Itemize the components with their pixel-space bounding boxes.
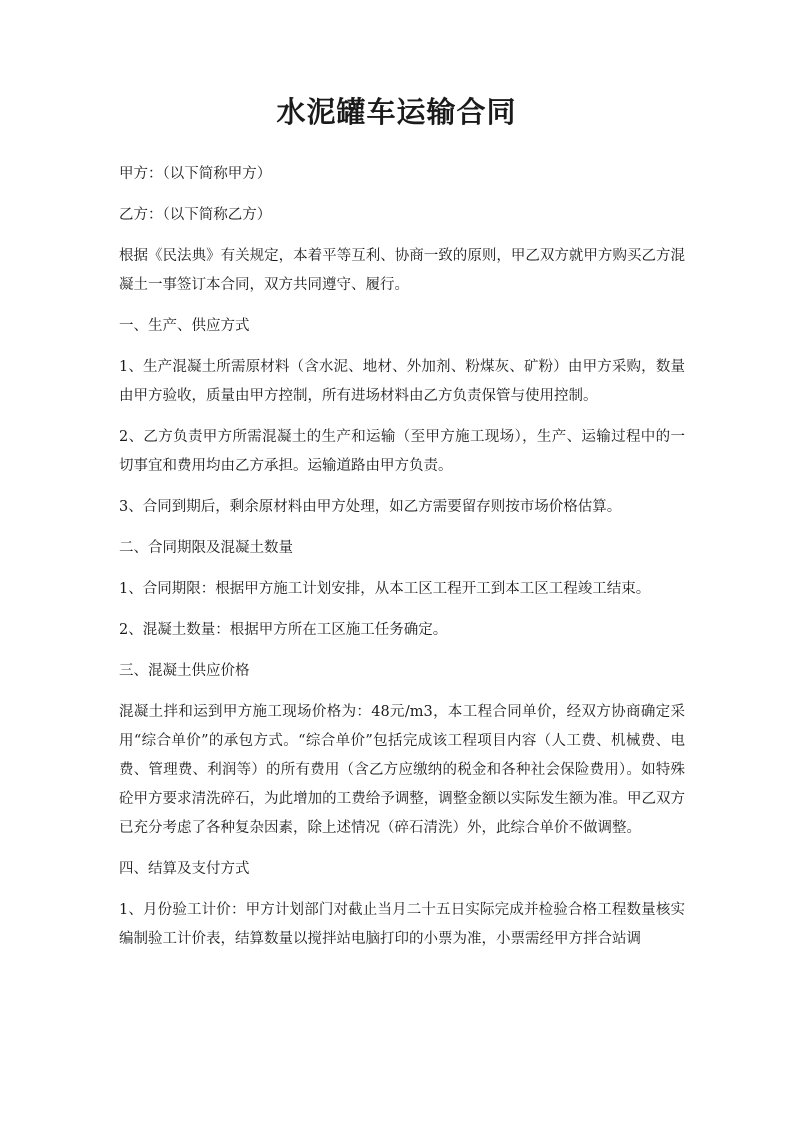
clause-1-2: 2、乙方负责甲方所需混凝土的生产和运输（至甲方施工现场），生产、运输过程中的一切事宜和费用均由乙方承担。运输道路由甲方负责。 <box>119 429 685 474</box>
clause-2-2: 2、混凝土数量：根据甲方所在工区施工任务确定。 <box>119 622 448 638</box>
clause-4-1: 1、月份验工计价：甲方计划部门对截止当月二十五日实际完成并检验合格工程数量核实编制验工计价表，结算数量以搅拌站电脑打印的小票为准，小票需经甲方拌合站调 <box>119 902 685 947</box>
section-heading-3: 三、混凝土供应价格 <box>119 663 250 679</box>
section-heading-4: 四、结算及支付方式 <box>119 861 250 877</box>
party-b-line: 乙方：（以下简称乙方） <box>119 207 272 223</box>
section-heading-1: 一、生产、供应方式 <box>119 318 250 334</box>
document-body <box>119 160 685 966</box>
clause-2-1: 1、合同期限：根据甲方施工计划安排，从本工区工程开工到本工区工程竣工结束。 <box>119 581 651 597</box>
document-title: 水泥罐车运输合同 <box>276 95 517 129</box>
clause-1-3: 3、合同到期后，剩余原材料由甲方处理，如乙方需要留存则按市场价格估算。 <box>119 499 622 515</box>
clause-1-1: 1、生产混凝土所需原材料（含水泥、地材、外加剂、粉煤灰、矿粉）由甲方采购，数量由甲方验收，质量由甲方控制，所有进场材料由乙方负责保管与使用控制。 <box>119 359 685 404</box>
clause-3-price: 混凝土拌和运到甲方施工现场价格为：48元/m3，本工程合同单价，经双方协商确定采用“综合单价”的承包方式。“综合单价”包括完成该工程项目内容（人工费、机械费、电费、管理费、利润等）的所有费用（含乙方应缴纳的税金和各种社会保险费用）。如特殊砼甲方要求清洗碎石，为此增加的工费给予调整，调整金额以实际发生额为准。甲乙双方已充分考虑了各种复杂因素，除上述情况（碎石清洗）外，此综合单价不做调整。 <box>119 704 685 836</box>
preamble-paragraph: 根据《民法典》有关规定，本着平等互利、协商一致的原则，甲乙双方就甲方购买乙方混凝土一事签订本合同，双方共同遵守、履行。 <box>119 248 685 293</box>
party-a-line: 甲方：（以下简称甲方） <box>119 166 272 182</box>
section-heading-2: 二、合同期限及混凝土数量 <box>119 540 293 556</box>
